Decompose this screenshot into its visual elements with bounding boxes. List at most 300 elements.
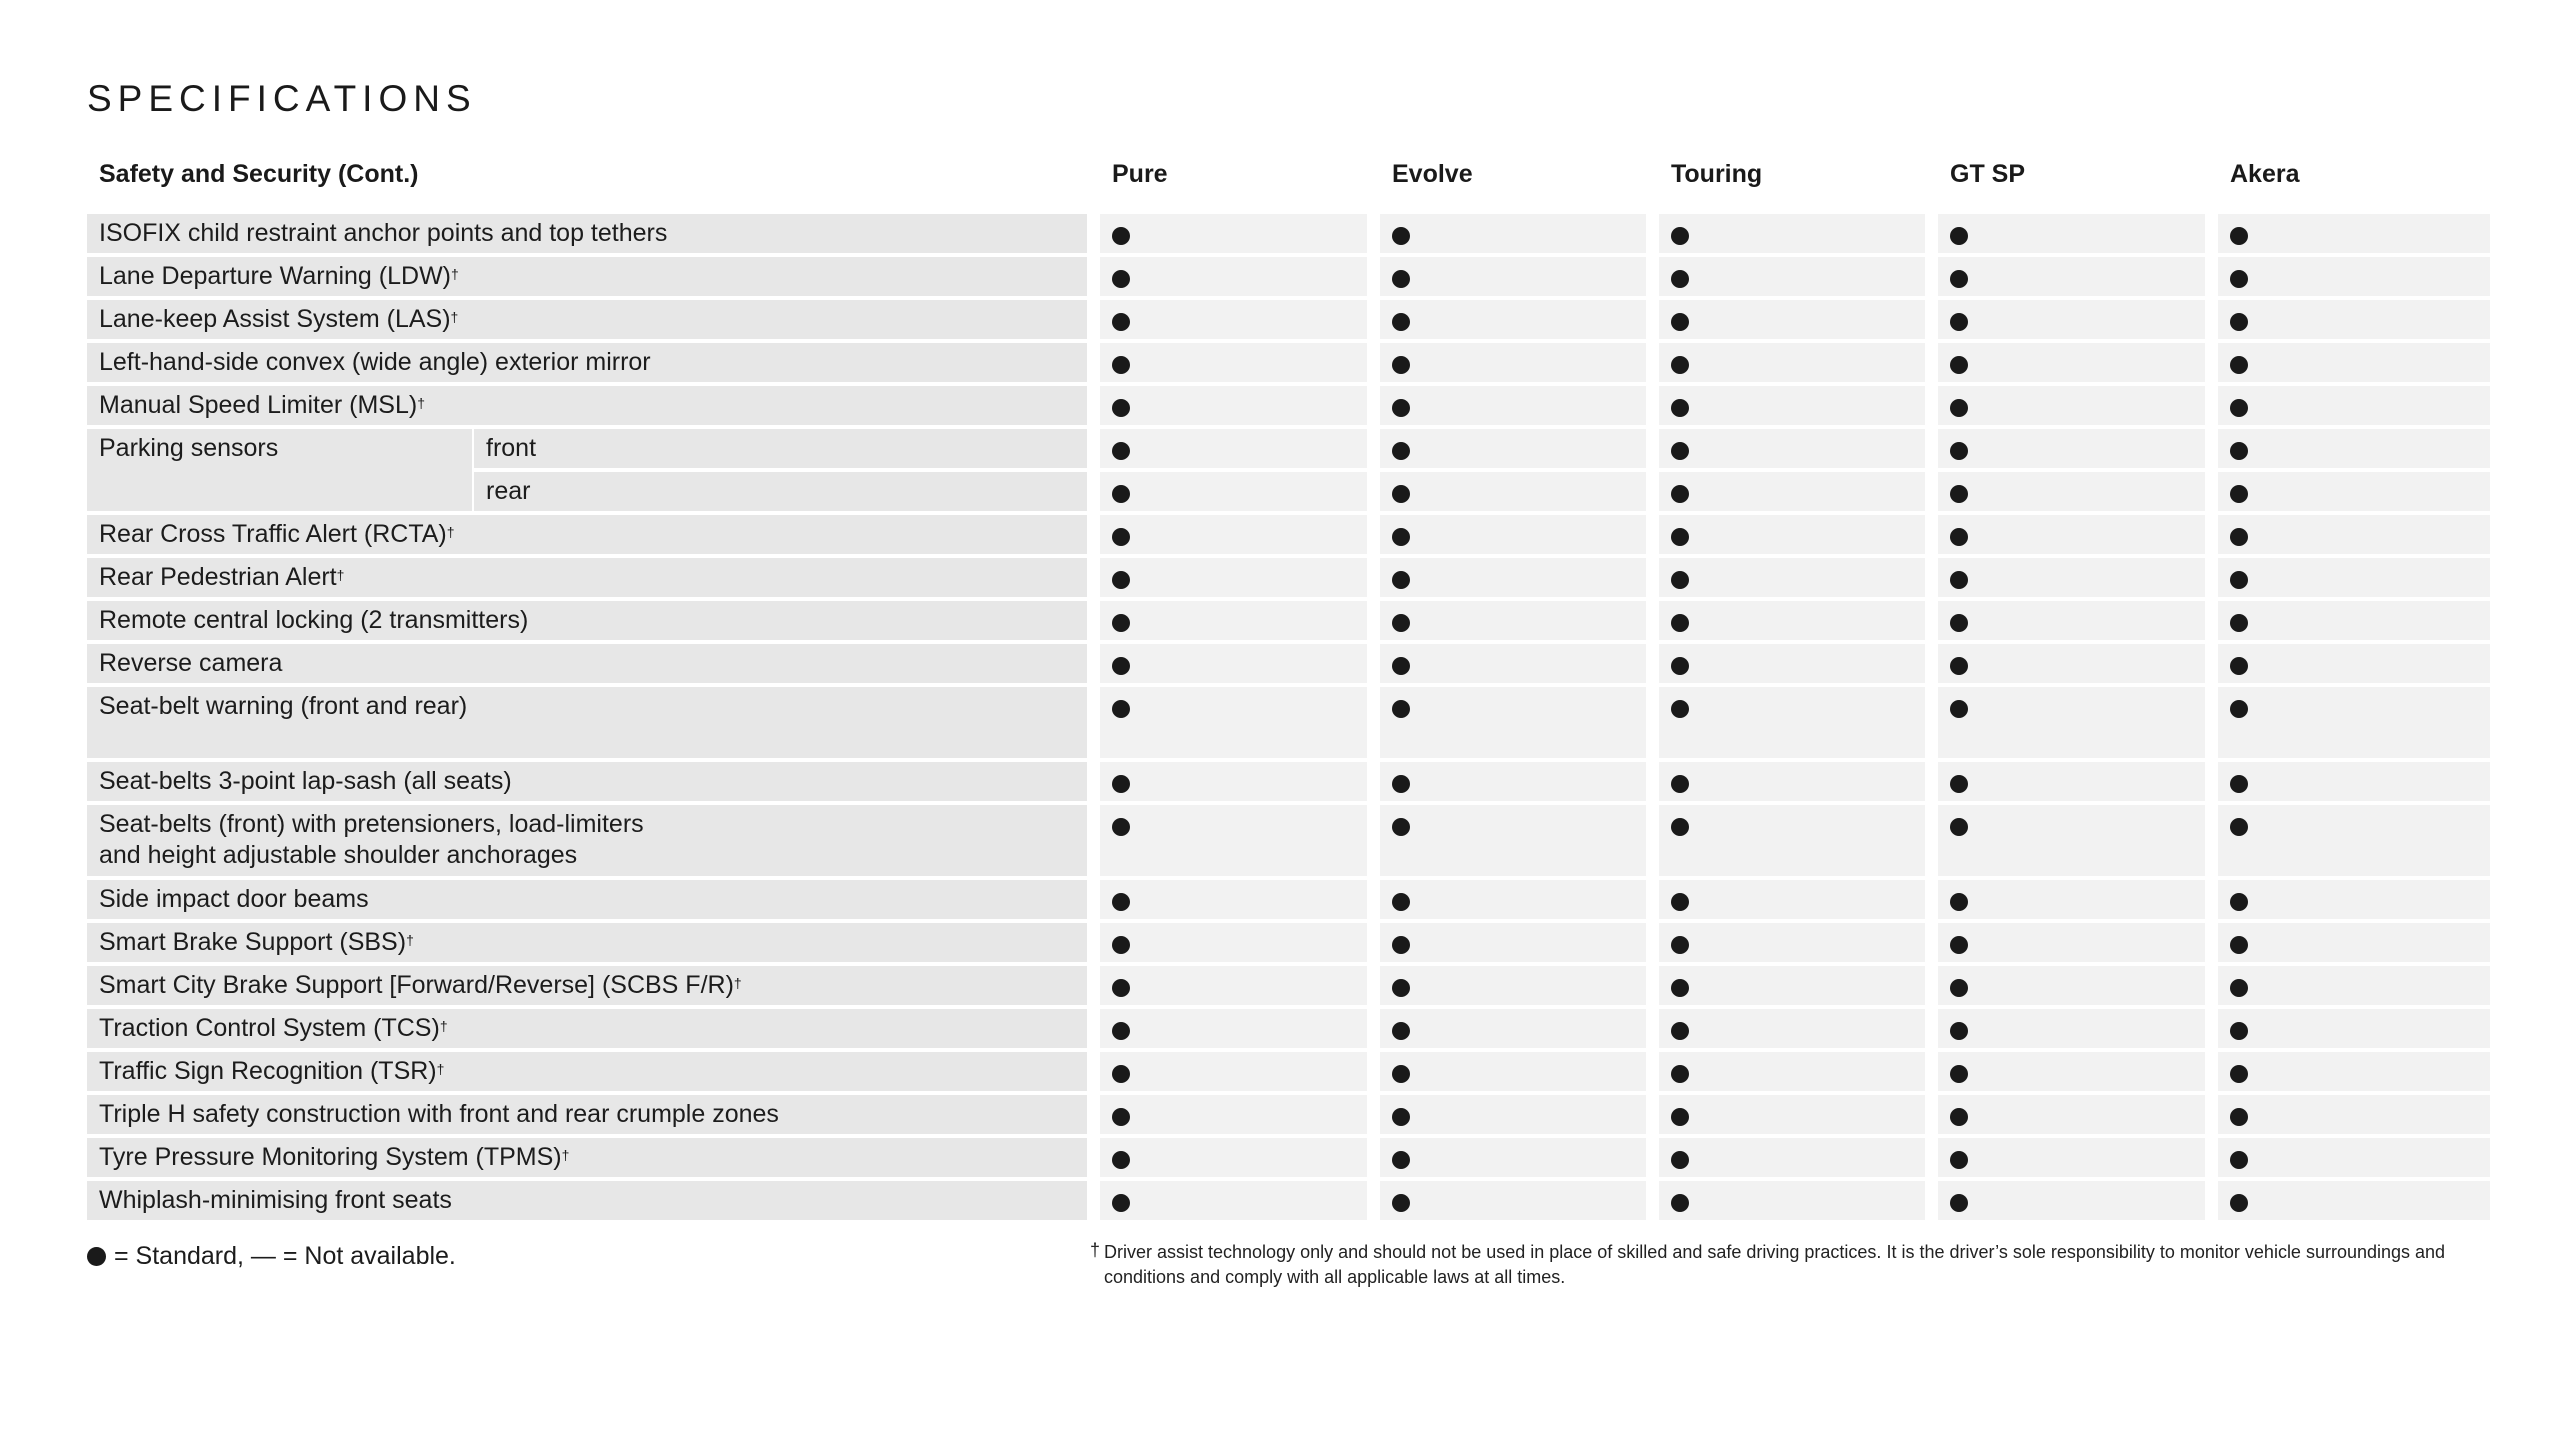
dagger-marker: † (439, 1018, 448, 1034)
value-cell-evolve (1380, 880, 1646, 919)
standard-dot-icon (1950, 657, 1968, 675)
value-cell-akera (2218, 472, 2490, 511)
standard-dot-icon (1392, 614, 1410, 632)
value-cell-gt-sp (1938, 687, 2205, 758)
value-cell-touring (1659, 257, 1925, 296)
value-cell-akera (2218, 1095, 2490, 1134)
value-cell-akera (2218, 386, 2490, 425)
dagger-marker: † (406, 932, 414, 948)
sub-feature-label: front (486, 434, 537, 462)
value-cell-akera (2218, 1052, 2490, 1091)
standard-dot-icon (1950, 1022, 1968, 1040)
standard-dot-icon (2230, 775, 2248, 793)
standard-dot-icon (2230, 1108, 2248, 1126)
feature-cell (87, 472, 1087, 511)
standard-dot-icon (1671, 1022, 1689, 1040)
feature-cell (87, 762, 1087, 801)
table-row (0, 687, 2560, 758)
feature-label (99, 809, 644, 871)
standard-dot-icon (2230, 614, 2248, 632)
standard-dot-icon (1950, 270, 1968, 288)
feature-label (99, 970, 742, 1001)
standard-dot-icon (1950, 442, 1968, 460)
standard-dot-icon (1112, 1151, 1130, 1169)
value-cell-evolve (1380, 300, 1646, 339)
feature-name: ISOFIX child restraint anchor points and top tethers (99, 219, 668, 247)
standard-dot-icon (1112, 356, 1130, 374)
standard-dot-icon (1950, 893, 1968, 911)
value-cell-touring (1659, 429, 1925, 468)
feature-label (99, 927, 414, 958)
standard-dot-icon (1392, 1151, 1410, 1169)
value-cell-akera (2218, 966, 2490, 1005)
legend-text: = Standard, — = Not available. (114, 1242, 456, 1270)
value-cell-touring (1659, 343, 1925, 382)
feature-name: Reverse camera (99, 649, 283, 677)
feature-cell (87, 601, 1087, 640)
standard-dot-icon (1392, 893, 1410, 911)
feature-name-line2: and height adjustable shoulder anchorages (99, 841, 578, 869)
feature-label (99, 1056, 444, 1087)
footnote (1090, 1240, 2490, 1290)
standard-dot-icon (1671, 313, 1689, 331)
table-row (0, 1181, 2560, 1220)
standard-dot-icon (1112, 1065, 1130, 1083)
standard-dot-icon (2230, 1065, 2248, 1083)
standard-dot-icon (1112, 979, 1130, 997)
standard-dot-icon (1950, 1151, 1968, 1169)
feature-label (99, 648, 282, 679)
standard-dot-icon (1671, 775, 1689, 793)
table-row (0, 1009, 2560, 1048)
value-cell-pure (1100, 687, 1367, 758)
standard-dot-icon (1671, 818, 1689, 836)
standard-dot-icon (2230, 1194, 2248, 1212)
value-cell-evolve (1380, 515, 1646, 554)
footnote-text: Driver assist technology only and should not be used in place of skilled and safe driving practices. It is the driver’s sole responsibility to monitor vehicle surroundings and conditions and comply with all applicable laws at all times. (1104, 1242, 2446, 1287)
standard-dot-icon (1112, 313, 1130, 331)
standard-dot-icon (1392, 356, 1410, 374)
value-cell-akera (2218, 923, 2490, 962)
standard-dot-icon (1671, 893, 1689, 911)
feature-name: Seat-belts (front) with pretensioners, load-limiters (99, 810, 644, 838)
standard-dot-icon (1112, 657, 1130, 675)
feature-name: Seat-belts 3-point lap-sash (all seats) (99, 767, 512, 795)
standard-dot-icon (1392, 700, 1410, 718)
feature-name: Rear Cross Traffic Alert (RCTA) (99, 520, 447, 548)
value-cell-gt-sp (1938, 1009, 2205, 1048)
value-cell-gt-sp (1938, 805, 2205, 876)
feature-label (99, 1185, 452, 1216)
dagger-marker: † (733, 975, 742, 991)
table-row (0, 343, 2560, 382)
table-row (0, 214, 2560, 253)
feature-name: Traction Control System (TCS) (99, 1014, 440, 1042)
standard-dot-icon (1950, 571, 1968, 589)
feature-name: Seat-belt warning (front and rear) (99, 692, 468, 720)
value-cell-touring (1659, 1181, 1925, 1220)
value-cell-touring (1659, 472, 1925, 511)
standard-dot-icon (1671, 270, 1689, 288)
value-cell-akera (2218, 687, 2490, 758)
value-cell-touring (1659, 601, 1925, 640)
feature-label (99, 605, 528, 636)
value-cell-akera (2218, 1181, 2490, 1220)
standard-dot-icon (1392, 818, 1410, 836)
standard-dot-icon (1392, 485, 1410, 503)
feature-label (99, 1099, 779, 1130)
table-row (0, 558, 2560, 597)
value-cell-akera (2218, 429, 2490, 468)
feature-name: Smart City Brake Support [Forward/Reverse] (SCBS F/R) (99, 971, 734, 999)
feature-name: Manual Speed Limiter (MSL) (99, 391, 418, 419)
standard-dot-icon (1112, 700, 1130, 718)
value-cell-gt-sp (1938, 1138, 2205, 1177)
standard-dot-icon (1392, 270, 1410, 288)
feature-name: Remote central locking (2 transmitters) (99, 606, 529, 634)
value-cell-gt-sp (1938, 1095, 2205, 1134)
value-cell-pure (1100, 1095, 1367, 1134)
value-cell-gt-sp (1938, 472, 2205, 511)
feature-name: Traffic Sign Recognition (TSR) (99, 1057, 437, 1085)
value-cell-evolve (1380, 601, 1646, 640)
value-cell-evolve (1380, 1181, 1646, 1220)
value-cell-evolve (1380, 214, 1646, 253)
table-row (0, 1138, 2560, 1177)
column-header-gt-sp: GT SP (1950, 160, 2026, 188)
value-cell-akera (2218, 515, 2490, 554)
legend (87, 1242, 456, 1271)
feature-label (99, 304, 458, 335)
value-cell-evolve (1380, 966, 1646, 1005)
standard-dot-icon (1671, 442, 1689, 460)
feature-name: Side impact door beams (99, 885, 369, 913)
value-cell-pure (1100, 1181, 1367, 1220)
value-cell-pure (1100, 515, 1367, 554)
standard-dot-icon (1112, 936, 1130, 954)
standard-dot-icon (1392, 1108, 1410, 1126)
value-cell-gt-sp (1938, 880, 2205, 919)
value-cell-evolve (1380, 923, 1646, 962)
feature-cell (87, 429, 1087, 468)
dagger-marker: † (450, 309, 459, 325)
feature-name: Whiplash-minimising front seats (99, 1186, 452, 1214)
value-cell-pure (1100, 880, 1367, 919)
value-cell-evolve (1380, 429, 1646, 468)
value-cell-evolve (1380, 1138, 1646, 1177)
footnote-marker: † (1090, 1240, 1101, 1260)
value-cell-gt-sp (1938, 558, 2205, 597)
value-cell-touring (1659, 966, 1925, 1005)
column-header-pure: Pure (1112, 160, 1168, 188)
value-cell-pure (1100, 558, 1367, 597)
value-cell-akera (2218, 762, 2490, 801)
value-cell-gt-sp (1938, 1181, 2205, 1220)
standard-dot-icon (1950, 775, 1968, 793)
standard-dot-icon (2230, 528, 2248, 546)
standard-dot-icon (1950, 818, 1968, 836)
value-cell-gt-sp (1938, 343, 2205, 382)
standard-dot-icon (1112, 1194, 1130, 1212)
standard-dot-icon (1950, 700, 1968, 718)
standard-dot-icon (1950, 528, 1968, 546)
feature-cell (87, 386, 1087, 425)
feature-cell (87, 515, 1087, 554)
table-row (0, 762, 2560, 801)
value-cell-gt-sp (1938, 601, 2205, 640)
standard-dot-icon (2230, 442, 2248, 460)
standard-dot-icon (1671, 227, 1689, 245)
value-cell-evolve (1380, 644, 1646, 683)
column-header-touring: Touring (1671, 160, 1763, 188)
value-cell-pure (1100, 1009, 1367, 1048)
feature-name: Left-hand-side convex (wide angle) exterior mirror (99, 348, 651, 376)
standard-dot-icon (1671, 1108, 1689, 1126)
standard-dot-icon (1112, 227, 1130, 245)
value-cell-pure (1100, 343, 1367, 382)
value-cell-evolve (1380, 558, 1646, 597)
value-cell-evolve (1380, 762, 1646, 801)
value-cell-akera (2218, 805, 2490, 876)
standard-dot-icon (1671, 979, 1689, 997)
feature-cell (87, 644, 1087, 683)
feature-cell (87, 1009, 1087, 1048)
value-cell-touring (1659, 923, 1925, 962)
standard-dot-icon (2230, 979, 2248, 997)
standard-dot-icon (2230, 1151, 2248, 1169)
standard-dot-icon (2230, 399, 2248, 417)
value-cell-pure (1100, 1052, 1367, 1091)
standard-dot-icon (1112, 818, 1130, 836)
standard-dot-icon (1950, 979, 1968, 997)
feature-label (99, 1142, 569, 1173)
table-row (0, 1052, 2560, 1091)
standard-dot-icon (1112, 775, 1130, 793)
feature-cell (87, 923, 1087, 962)
value-cell-touring (1659, 1052, 1925, 1091)
feature-label (99, 218, 667, 249)
dagger-marker: † (561, 1147, 570, 1163)
value-cell-pure (1100, 257, 1367, 296)
value-cell-pure (1100, 214, 1367, 253)
feature-cell (87, 558, 1087, 597)
dagger-marker: † (336, 567, 345, 583)
value-cell-touring (1659, 300, 1925, 339)
feature-label (99, 433, 278, 464)
value-cell-gt-sp (1938, 966, 2205, 1005)
value-cell-touring (1659, 515, 1925, 554)
feature-cell (87, 343, 1087, 382)
value-cell-gt-sp (1938, 515, 2205, 554)
value-cell-akera (2218, 257, 2490, 296)
standard-dot-icon (1950, 485, 1968, 503)
standard-dot-icon (1950, 399, 1968, 417)
value-cell-gt-sp (1938, 1052, 2205, 1091)
value-cell-touring (1659, 762, 1925, 801)
section-header: Safety and Security (Cont.) (99, 160, 419, 188)
dagger-marker: † (451, 266, 459, 282)
value-cell-gt-sp (1938, 300, 2205, 339)
standard-dot-icon (2230, 313, 2248, 331)
standard-dot-icon (1950, 313, 1968, 331)
spec-table (0, 214, 2560, 1224)
value-cell-akera (2218, 644, 2490, 683)
value-cell-evolve (1380, 472, 1646, 511)
column-header-evolve: Evolve (1392, 160, 1473, 188)
feature-label (99, 691, 467, 722)
value-cell-gt-sp (1938, 257, 2205, 296)
table-row (0, 1095, 2560, 1134)
value-cell-pure (1100, 923, 1367, 962)
standard-dot-icon (1392, 528, 1410, 546)
value-cell-gt-sp (1938, 923, 2205, 962)
value-cell-pure (1100, 601, 1367, 640)
table-row (0, 880, 2560, 919)
standard-dot-icon (1112, 614, 1130, 632)
table-row (0, 601, 2560, 640)
value-cell-gt-sp (1938, 214, 2205, 253)
standard-dot-icon (1950, 1108, 1968, 1126)
value-cell-pure (1100, 644, 1367, 683)
standard-dot-icon (1950, 356, 1968, 374)
standard-dot-icon (1671, 657, 1689, 675)
standard-dot-icon (2230, 270, 2248, 288)
standard-dot-icon (1392, 571, 1410, 589)
feature-label (99, 1013, 448, 1044)
value-cell-akera (2218, 880, 2490, 919)
value-cell-touring (1659, 1095, 1925, 1134)
value-cell-gt-sp (1938, 762, 2205, 801)
standard-dot-icon (1950, 1065, 1968, 1083)
value-cell-akera (2218, 558, 2490, 597)
standard-dot-icon (1112, 1022, 1130, 1040)
feature-cell (87, 257, 1087, 296)
value-cell-evolve (1380, 1009, 1646, 1048)
dagger-marker: † (417, 395, 425, 411)
value-cell-touring (1659, 386, 1925, 425)
standard-dot-icon (1112, 442, 1130, 460)
sub-feature-label: rear (486, 477, 531, 505)
table-row (0, 257, 2560, 296)
value-cell-akera (2218, 300, 2490, 339)
standard-dot-icon (2230, 1022, 2248, 1040)
value-cell-akera (2218, 1009, 2490, 1048)
feature-name: Rear Pedestrian Alert (99, 563, 337, 591)
value-cell-pure (1100, 1138, 1367, 1177)
value-cell-evolve (1380, 687, 1646, 758)
feature-cell (87, 1095, 1087, 1134)
standard-dot-icon (1950, 227, 1968, 245)
standard-dot-icon (1392, 227, 1410, 245)
standard-dot-icon (1671, 614, 1689, 632)
standard-dot-icon (1112, 571, 1130, 589)
standard-dot-icon (1671, 571, 1689, 589)
value-cell-pure (1100, 386, 1367, 425)
value-cell-evolve (1380, 1095, 1646, 1134)
value-cell-akera (2218, 343, 2490, 382)
column-header-akera: Akera (2230, 160, 2300, 188)
standard-dot-icon (1671, 485, 1689, 503)
standard-dot-icon (2230, 227, 2248, 245)
table-row (0, 429, 2560, 468)
value-cell-evolve (1380, 805, 1646, 876)
feature-cell (87, 687, 1087, 758)
standard-dot-icon (1392, 657, 1410, 675)
standard-dot-icon (1671, 399, 1689, 417)
feature-cell (87, 1138, 1087, 1177)
standard-dot-icon (1671, 1151, 1689, 1169)
table-row (0, 923, 2560, 962)
standard-dot-icon (2230, 700, 2248, 718)
value-cell-gt-sp (1938, 386, 2205, 425)
feature-label (99, 261, 459, 292)
value-cell-pure (1100, 472, 1367, 511)
value-cell-pure (1100, 429, 1367, 468)
value-cell-gt-sp (1938, 429, 2205, 468)
value-cell-akera (2218, 1138, 2490, 1177)
standard-dot-icon (1671, 700, 1689, 718)
standard-dot-icon (2230, 936, 2248, 954)
value-cell-touring (1659, 805, 1925, 876)
standard-dot-icon (1112, 270, 1130, 288)
value-cell-touring (1659, 214, 1925, 253)
page-title: SPECIFICATIONS (87, 78, 477, 119)
standard-dot-icon (1392, 979, 1410, 997)
standard-dot-icon (1950, 936, 1968, 954)
feature-name: Lane Departure Warning (LDW) (99, 262, 451, 290)
feature-group-cell (87, 472, 472, 511)
feature-cell (87, 805, 1087, 876)
table-row (0, 515, 2560, 554)
standard-dot-icon (1112, 1108, 1130, 1126)
value-cell-touring (1659, 687, 1925, 758)
feature-label (99, 562, 344, 593)
table-row (0, 300, 2560, 339)
standard-dot-icon (1392, 1194, 1410, 1212)
standard-dot-icon (1950, 1194, 1968, 1212)
feature-cell (87, 1052, 1087, 1091)
feature-label (99, 390, 425, 421)
standard-dot-icon (1112, 485, 1130, 503)
standard-dot-icon (1671, 936, 1689, 954)
feature-cell (87, 300, 1087, 339)
value-cell-touring (1659, 644, 1925, 683)
standard-dot-icon (1392, 1065, 1410, 1083)
table-row (0, 472, 2560, 511)
standard-dot-icon (2230, 657, 2248, 675)
standard-dot-icon (1112, 528, 1130, 546)
value-cell-pure (1100, 805, 1367, 876)
standard-dot-icon (1671, 528, 1689, 546)
standard-dot-icon (2230, 818, 2248, 836)
value-cell-touring (1659, 1138, 1925, 1177)
standard-dot-icon (1392, 442, 1410, 460)
standard-dot-icon (2230, 356, 2248, 374)
value-cell-evolve (1380, 257, 1646, 296)
feature-cell (87, 880, 1087, 919)
standard-dot-icon (1392, 313, 1410, 331)
standard-dot-icon (1392, 1022, 1410, 1040)
group-connector (87, 468, 472, 472)
feature-name: Tyre Pressure Monitoring System (TPMS) (99, 1143, 562, 1171)
standard-dot-icon (1671, 356, 1689, 374)
feature-name: Lane-keep Assist System (LAS) (99, 305, 451, 333)
standard-dot-icon (1950, 614, 1968, 632)
value-cell-akera (2218, 601, 2490, 640)
feature-name: Triple H safety construction with front and rear crumple zones (99, 1100, 779, 1128)
standard-dot-icon (1112, 893, 1130, 911)
value-cell-gt-sp (1938, 644, 2205, 683)
